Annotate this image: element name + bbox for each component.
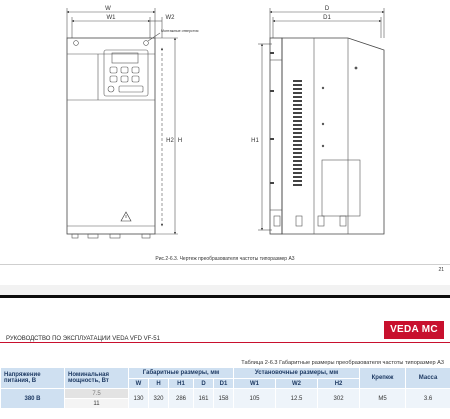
- power-cell: 11: [65, 399, 129, 409]
- sub-d-header: D: [194, 379, 214, 389]
- value-w1: 105: [234, 389, 276, 409]
- dim-d-label: D: [324, 6, 330, 12]
- sub-h-header: H: [149, 379, 169, 389]
- dimensions-table: [0, 367, 450, 409]
- value-d1: 158: [214, 389, 234, 409]
- mount-hole-icon: [144, 41, 149, 46]
- key-button-icon: [121, 67, 128, 73]
- header-rule: [0, 342, 450, 343]
- voltage-cell: 380 В: [1, 389, 65, 409]
- page-top-rule: [0, 295, 450, 298]
- page-divider: [0, 264, 450, 265]
- manual-title: РУКОВОДСТВО ПО ЭКСПЛУАТАЦИИ VEDA VFD VF-51: [6, 336, 160, 342]
- terminal-foot: [110, 234, 120, 238]
- mount-holes-label: Монтажные отверстия: [161, 29, 199, 33]
- knob-icon: [108, 86, 114, 92]
- col-power-header: Номинальная мощность, Вт: [65, 368, 129, 389]
- vent-grille: [270, 52, 302, 186]
- terminal-foot: [72, 234, 78, 238]
- group-dims-header: Габаритные размеры, мм: [129, 368, 234, 379]
- value-h2: 302: [318, 389, 360, 409]
- dim-w2-label: W2: [165, 15, 175, 21]
- sub-w2-header: W2: [276, 379, 318, 389]
- power-cell: 7.5: [65, 389, 129, 399]
- brand-logo: VEDA MC: [384, 321, 444, 339]
- col-voltage-header: Напряжение питания, В: [1, 368, 65, 389]
- col-mass-header: Масса: [406, 368, 450, 389]
- value-fixing: M5: [360, 389, 406, 409]
- value-h1: 286: [169, 389, 194, 409]
- dim-w-label: W: [105, 6, 111, 12]
- table-caption: Таблица 2-6.3 Габаритные размеры преобразователя частоты типоразмер А3: [241, 360, 444, 366]
- dim-d1-label: D1: [323, 15, 331, 21]
- sub-w1-header: W1: [234, 379, 276, 389]
- value-w: 130: [129, 389, 149, 409]
- sub-w-header: W: [129, 379, 149, 389]
- mount-hole-icon: [74, 41, 79, 46]
- dim-h2-label: H2: [166, 138, 174, 144]
- keypad-display: [112, 53, 138, 63]
- terminal-foot: [142, 234, 150, 238]
- sub-h1-header: H1: [169, 379, 194, 389]
- terminal-foot: [88, 234, 98, 238]
- dim-h1-label: H1: [251, 138, 259, 144]
- value-d: 161: [194, 389, 214, 409]
- key-button-icon: [132, 76, 139, 82]
- dim-h-label: H: [177, 138, 183, 144]
- value-w2: 12.5: [276, 389, 318, 409]
- key-button-icon: [110, 76, 117, 82]
- sub-h2-header: H2: [318, 379, 360, 389]
- dim-w1-label: W1: [106, 15, 116, 21]
- col-fixing-header: Крепеж: [360, 368, 406, 389]
- sub-d1-header: D1: [214, 379, 234, 389]
- key-button-icon: [110, 67, 117, 73]
- front-body: [67, 38, 155, 234]
- value-mass: 3.6: [406, 389, 450, 409]
- key-button-icon: [132, 67, 139, 73]
- page-gap: [0, 285, 450, 295]
- value-h: 320: [149, 389, 169, 409]
- group-mount-header: Установочные размеры, мм: [234, 368, 360, 379]
- key-button-icon: [121, 76, 128, 82]
- page-number: 21: [438, 267, 444, 273]
- key-button-icon: [119, 86, 143, 92]
- side-mount-plate: [270, 38, 282, 234]
- figure-caption: Рис.2-6.3. Чертеж преобразователя частоты типоразмер А3: [155, 256, 295, 262]
- side-label-area: [322, 160, 360, 216]
